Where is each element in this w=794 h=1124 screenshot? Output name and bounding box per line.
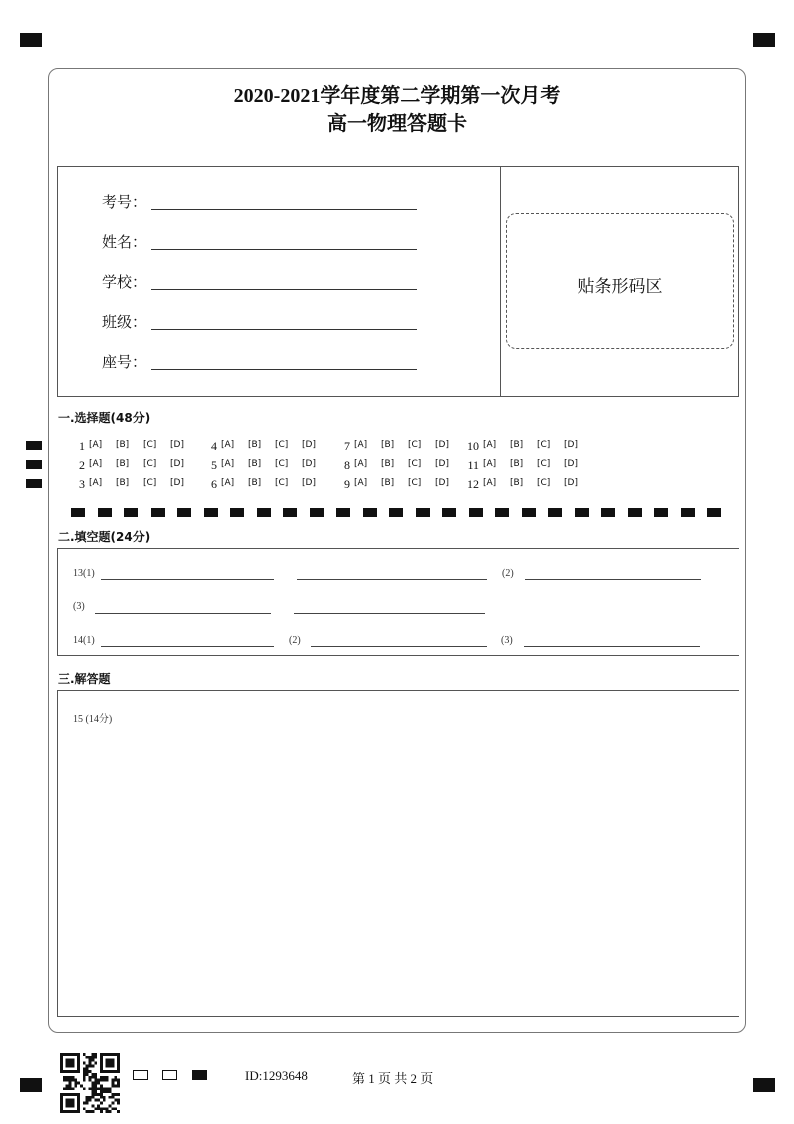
- mc-option-bubble[interactable]: [A]: [89, 459, 103, 469]
- barcode-area: [506, 213, 734, 349]
- mc-question-number: 5: [211, 458, 217, 472]
- mc-option-bubble[interactable]: [A]: [483, 440, 497, 450]
- mc-option-bubble[interactable]: [C]: [537, 459, 551, 469]
- corner-mark-bottom-right: [753, 1078, 775, 1092]
- footer-page-number: 第 1 页 共 2 页: [352, 1071, 434, 1086]
- timing-dash: [628, 508, 642, 517]
- mc-option-bubble[interactable]: [B]: [510, 440, 524, 450]
- mc-option-bubble[interactable]: [A]: [354, 459, 368, 469]
- timing-dash: [124, 508, 138, 517]
- mc-option-bubble[interactable]: [C]: [143, 440, 157, 450]
- timing-dash: [336, 508, 350, 517]
- timing-dash: [177, 508, 191, 517]
- mc-option-bubble[interactable]: [C]: [408, 440, 422, 450]
- mc-question: [203, 458, 328, 472]
- q13-1b-line[interactable]: [297, 579, 487, 580]
- field-line: [151, 209, 417, 210]
- field-exam-number[interactable]: [102, 191, 432, 213]
- mc-option-bubble[interactable]: [B]: [248, 440, 262, 450]
- q13-3-line[interactable]: [95, 613, 271, 614]
- mc-option-bubble[interactable]: [D]: [302, 440, 316, 450]
- field-name[interactable]: [102, 231, 432, 253]
- mc-option-bubble[interactable]: [B]: [116, 459, 130, 469]
- timing-dash: [469, 508, 483, 517]
- mc-question-number: 10: [467, 439, 479, 453]
- timing-dash: [442, 508, 456, 517]
- q13-3-label: (3): [73, 601, 85, 612]
- mc-option-bubble[interactable]: [A]: [221, 440, 235, 450]
- mc-option-bubble[interactable]: [D]: [564, 478, 578, 488]
- mc-option-bubble[interactable]: [D]: [170, 440, 184, 450]
- section-fill-heading: 二.填空题(24分): [58, 530, 151, 544]
- mc-question-number: 2: [79, 458, 85, 472]
- field-label: 学校：: [102, 273, 148, 291]
- timing-dash: [416, 508, 430, 517]
- page-subtitle: 高一物理答题卡: [327, 113, 467, 135]
- q13-2-line[interactable]: [525, 579, 701, 580]
- footer-id: ID:1293648: [245, 1068, 308, 1083]
- mc-option-bubble[interactable]: [C]: [537, 440, 551, 450]
- mc-option-bubble[interactable]: [A]: [221, 478, 235, 488]
- mc-question-number: 7: [344, 439, 350, 453]
- mc-question-number: 3: [79, 477, 85, 491]
- mc-option-bubble[interactable]: [C]: [143, 459, 157, 469]
- mc-option-bubble[interactable]: [B]: [248, 478, 262, 488]
- timing-dash: [601, 508, 615, 517]
- side-mark-1: [26, 441, 42, 450]
- mc-question-number: 9: [344, 477, 350, 491]
- timing-dash: [71, 508, 85, 517]
- fill-in-box: [57, 548, 739, 656]
- field-label: 班级：: [102, 313, 148, 331]
- mc-question: [336, 477, 461, 491]
- timing-dash: [707, 508, 721, 517]
- mc-question: [71, 458, 196, 472]
- mc-option-bubble[interactable]: [D]: [170, 478, 184, 488]
- q13-2-label: (2): [502, 568, 514, 579]
- answer-box-q15[interactable]: [57, 690, 739, 1017]
- mc-option-bubble[interactable]: [C]: [537, 478, 551, 488]
- mc-option-bubble[interactable]: [B]: [381, 459, 395, 469]
- q14-2-label: (2): [289, 635, 301, 646]
- field-class[interactable]: [102, 311, 432, 333]
- mc-option-bubble[interactable]: [C]: [275, 478, 289, 488]
- mc-option-bubble[interactable]: [B]: [381, 478, 395, 488]
- field-school[interactable]: [102, 271, 432, 293]
- timing-dash: [310, 508, 324, 517]
- mc-question: [71, 477, 196, 491]
- mc-option-bubble[interactable]: [C]: [275, 459, 289, 469]
- timing-dash: [98, 508, 112, 517]
- field-label: 姓名：: [102, 233, 148, 251]
- field-line: [151, 329, 417, 330]
- mc-option-bubble[interactable]: [D]: [302, 459, 316, 469]
- mc-question-number: 6: [211, 477, 217, 491]
- qr-code-icon: [60, 1053, 120, 1113]
- mc-option-bubble[interactable]: [A]: [89, 440, 103, 450]
- mc-question: [71, 439, 196, 453]
- mc-option-bubble[interactable]: [D]: [564, 459, 578, 469]
- mc-option-bubble[interactable]: [A]: [221, 459, 235, 469]
- section-answer-heading: 三.解答题: [58, 672, 111, 686]
- mc-question-number: 11: [467, 458, 479, 472]
- mc-question-number: 1: [79, 439, 85, 453]
- field-label: 座号：: [102, 353, 148, 371]
- q13-3b-line[interactable]: [294, 613, 485, 614]
- mc-option-bubble[interactable]: [B]: [510, 478, 524, 488]
- mc-option-bubble[interactable]: [D]: [435, 478, 449, 488]
- section-choice-heading: 一.选择题(48分): [58, 411, 151, 425]
- field-line: [151, 369, 417, 370]
- timing-dash: [522, 508, 536, 517]
- side-mark-2: [26, 460, 42, 469]
- timing-dash: [283, 508, 297, 517]
- mc-option-bubble[interactable]: [B]: [510, 459, 524, 469]
- corner-mark-bottom-left: [20, 1078, 42, 1092]
- mc-option-bubble[interactable]: [D]: [564, 440, 578, 450]
- timing-dash: [548, 508, 562, 517]
- timing-dash: [257, 508, 271, 517]
- q15-label: 15 (14分): [73, 714, 113, 725]
- student-fields: [58, 167, 501, 396]
- timing-dash: [575, 508, 589, 517]
- corner-mark-top-right: [753, 33, 775, 47]
- mc-option-bubble[interactable]: [A]: [354, 478, 368, 488]
- footer-box-1: [133, 1070, 148, 1080]
- mc-option-bubble[interactable]: [D]: [435, 440, 449, 450]
- q14-3-line[interactable]: [524, 646, 700, 647]
- timing-dash: [204, 508, 218, 517]
- mc-question: [336, 439, 461, 453]
- field-line: [151, 289, 417, 290]
- timing-dash-row: [71, 508, 726, 518]
- mc-question: [203, 477, 328, 491]
- mc-option-bubble[interactable]: [D]: [302, 478, 316, 488]
- mc-option-bubble[interactable]: [B]: [381, 440, 395, 450]
- timing-dash: [363, 508, 377, 517]
- mc-option-bubble[interactable]: [D]: [170, 459, 184, 469]
- mc-question-number: 12: [467, 477, 479, 491]
- mc-question: [465, 439, 590, 453]
- field-seat[interactable]: [102, 351, 432, 373]
- mc-question: [203, 439, 328, 453]
- barcode-label: 贴条形码区: [577, 277, 663, 297]
- timing-dash: [151, 508, 165, 517]
- mc-option-bubble[interactable]: [D]: [435, 459, 449, 469]
- mc-question: [336, 458, 461, 472]
- timing-dash: [681, 508, 695, 517]
- mc-option-bubble[interactable]: [A]: [89, 478, 103, 488]
- timing-dash: [389, 508, 403, 517]
- mc-question-number: 4: [211, 439, 217, 453]
- mc-option-bubble[interactable]: [B]: [116, 478, 130, 488]
- mc-option-bubble[interactable]: [A]: [483, 478, 497, 488]
- q14-3-label: (3): [501, 635, 513, 646]
- q14-1-line[interactable]: [101, 646, 274, 647]
- footer-box-3: [192, 1070, 207, 1080]
- mc-option-bubble[interactable]: [B]: [116, 440, 130, 450]
- mc-option-bubble[interactable]: [B]: [248, 459, 262, 469]
- mc-question: [465, 458, 590, 472]
- mc-question-number: 8: [344, 458, 350, 472]
- mc-option-bubble[interactable]: [A]: [483, 459, 497, 469]
- student-info-box: [57, 166, 739, 397]
- timing-dash: [654, 508, 668, 517]
- corner-mark-top-left: [20, 33, 42, 47]
- footer-box-2: [162, 1070, 177, 1080]
- answer-card: [48, 68, 746, 1033]
- mc-question: [465, 477, 590, 491]
- mc-option-bubble[interactable]: [C]: [275, 440, 289, 450]
- side-mark-3: [26, 479, 42, 488]
- q14-1-label: 14(1): [73, 635, 95, 646]
- mc-option-bubble[interactable]: [C]: [408, 459, 422, 469]
- q13-1-line[interactable]: [101, 579, 274, 580]
- q13-1-label: 13(1): [73, 568, 95, 579]
- field-label: 考号：: [102, 193, 148, 211]
- page-title: 2020-2021学年度第二学期第一次月考: [233, 85, 561, 107]
- timing-dash: [230, 508, 244, 517]
- mc-option-bubble[interactable]: [A]: [354, 440, 368, 450]
- mc-option-bubble[interactable]: [C]: [143, 478, 157, 488]
- mc-option-bubble[interactable]: [C]: [408, 478, 422, 488]
- q14-2-line[interactable]: [311, 646, 487, 647]
- field-line: [151, 249, 417, 250]
- timing-dash: [495, 508, 509, 517]
